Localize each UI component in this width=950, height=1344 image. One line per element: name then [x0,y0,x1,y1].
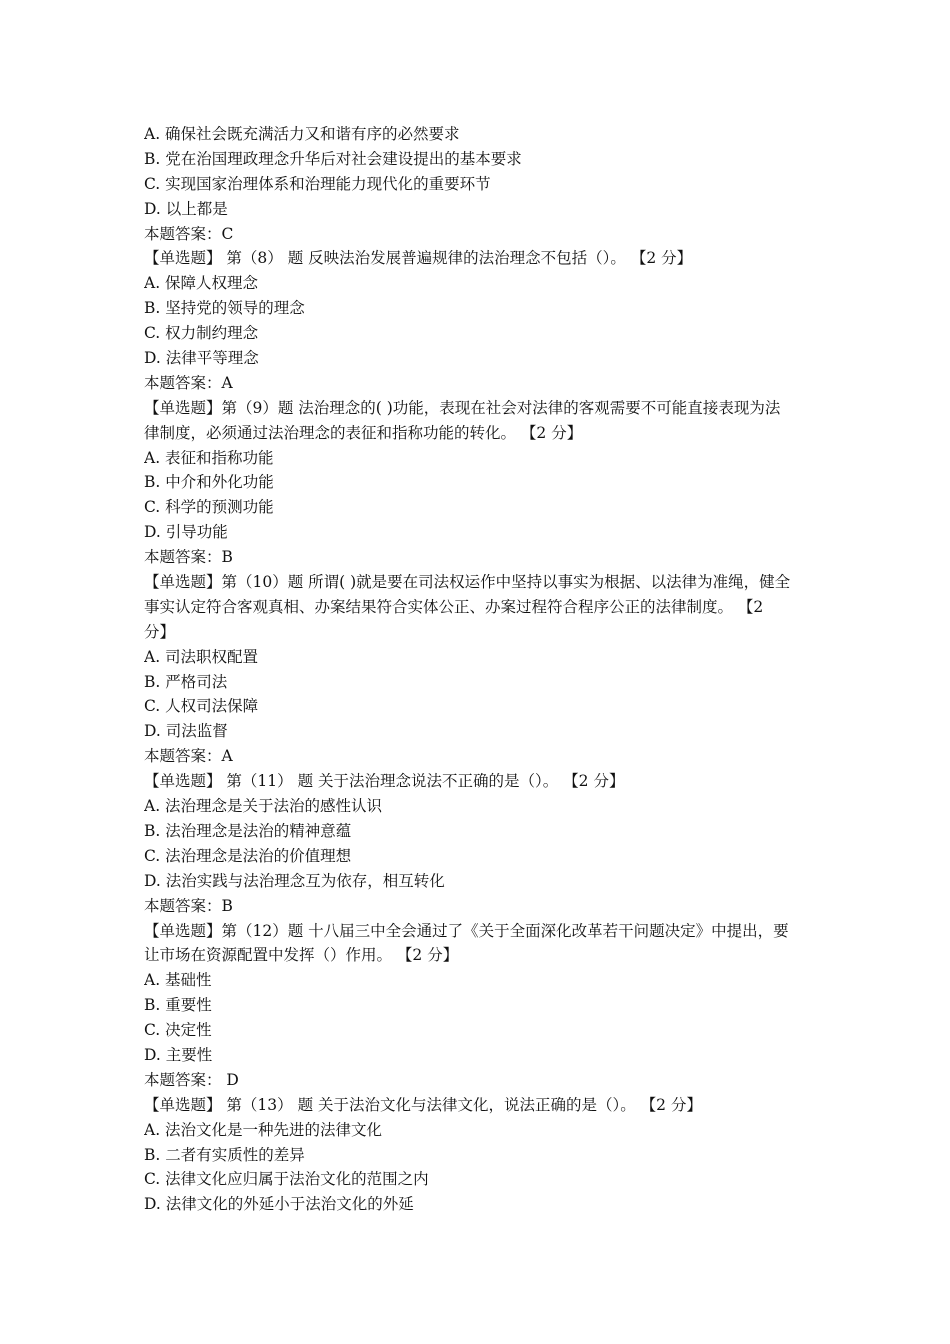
option-a: A. 司法职权配置 [144,647,259,666]
question-text-line-2: 事实认定符合客观真相、办案结果符合实体公正、办案过程符合程序公正的法律制度。 【2 [144,597,764,616]
option-b: B. 严格司法 [144,672,228,691]
question-12 [144,919,810,1093]
option-b: B. 党在治国理政理念升华后对社会建设提出的基本要求 [144,149,522,168]
option-a: A. 法治理念是关于法治的感性认识 [144,797,383,816]
option-b: B. 二者有实质性的差异 [144,1145,305,1164]
option-d: D. 引导功能 [144,523,228,542]
option-c: C. 人权司法保障 [144,697,259,716]
question-8 [144,246,810,395]
answer: 本题答案：B [144,896,233,915]
option-d: D. 法律平等理念 [144,349,259,368]
option-a: A. 确保社会既充满活力又和谐有序的必然要求 [144,125,460,143]
answer: 本题答案：A [144,373,233,392]
option-b: B. 中介和外化功能 [144,473,274,492]
option-d: D. 以上都是 [144,199,228,218]
option-d: D. 主要性 [144,1045,213,1064]
option-c: C. 法治理念是法治的价值理想 [144,846,352,865]
option-c: C. 法律文化应归属于法治文化的范围之内 [144,1170,429,1189]
option-c: C. 权力制约理念 [144,324,259,343]
question-text-line-1: 【单选题】第（12）题 十八届三中全会通过了《关于全面深化改革若干问题决定》中提出，要 [144,921,789,940]
option-a: A. 表征和指称功能 [144,448,274,467]
answer: 本题答案： D [144,1070,239,1089]
option-b: B. 坚持党的领导的理念 [144,299,305,318]
option-b: B. 重要性 [144,996,212,1015]
answer: 本题答案：B [144,548,233,567]
question-11 [144,769,810,918]
question-text-line-3: 分】 [144,622,176,641]
question-text-line-2: 让市场在资源配置中发挥（）作用。 【2 分】 [144,946,459,965]
document-page [144,122,810,1217]
question-text-line-2: 律制度，必须通过法治理念的表征和指称功能的转化。 【2 分】 [144,423,583,442]
option-d: D. 司法监督 [144,722,228,741]
question-13 [144,1093,810,1217]
option-c: C. 科学的预测功能 [144,498,274,517]
option-c: C. 决定性 [144,1021,212,1040]
option-a: A. 基础性 [144,971,212,990]
option-a: A. 保障人权理念 [144,274,259,293]
answer: 本题答案：A [144,747,233,766]
option-d: D. 法律文化的外延小于法治文化的外延 [144,1195,414,1214]
answer: 本题答案：C [144,224,234,243]
question-text-line-1: 【单选题】第（10）题 所谓( )就是要在司法权运作中坚持以事实为根据、以法律为准绳，健全 [144,573,791,592]
question-10 [144,570,810,769]
question-text: 【单选题】 第（8） 题 反映法治发展普遍规律的法治理念不包括（）。 【2 分】 [144,249,693,268]
option-c: C. 实现国家治理体系和治理能力现代化的重要环节 [144,174,491,193]
question-7 [144,122,810,246]
question-9 [144,396,810,570]
option-a: A. 法治文化是一种先进的法律文化 [144,1120,383,1139]
question-text-line-1: 【单选题】第（9）题 法治理念的( )功能，表现在社会对法律的客观需要不可能直接表现为法 [144,398,781,417]
question-text: 【单选题】 第（13） 题 关于法治文化与法律文化，说法正确的是（）。 【2 分】 [144,1095,702,1114]
option-b: B. 法治理念是法治的精神意蕴 [144,821,352,840]
option-d: D. 法治实践与法治理念互为依存，相互转化 [144,871,445,890]
question-text: 【单选题】 第（11） 题 关于法治理念说法不正确的是（）。 【2 分】 [144,772,625,791]
